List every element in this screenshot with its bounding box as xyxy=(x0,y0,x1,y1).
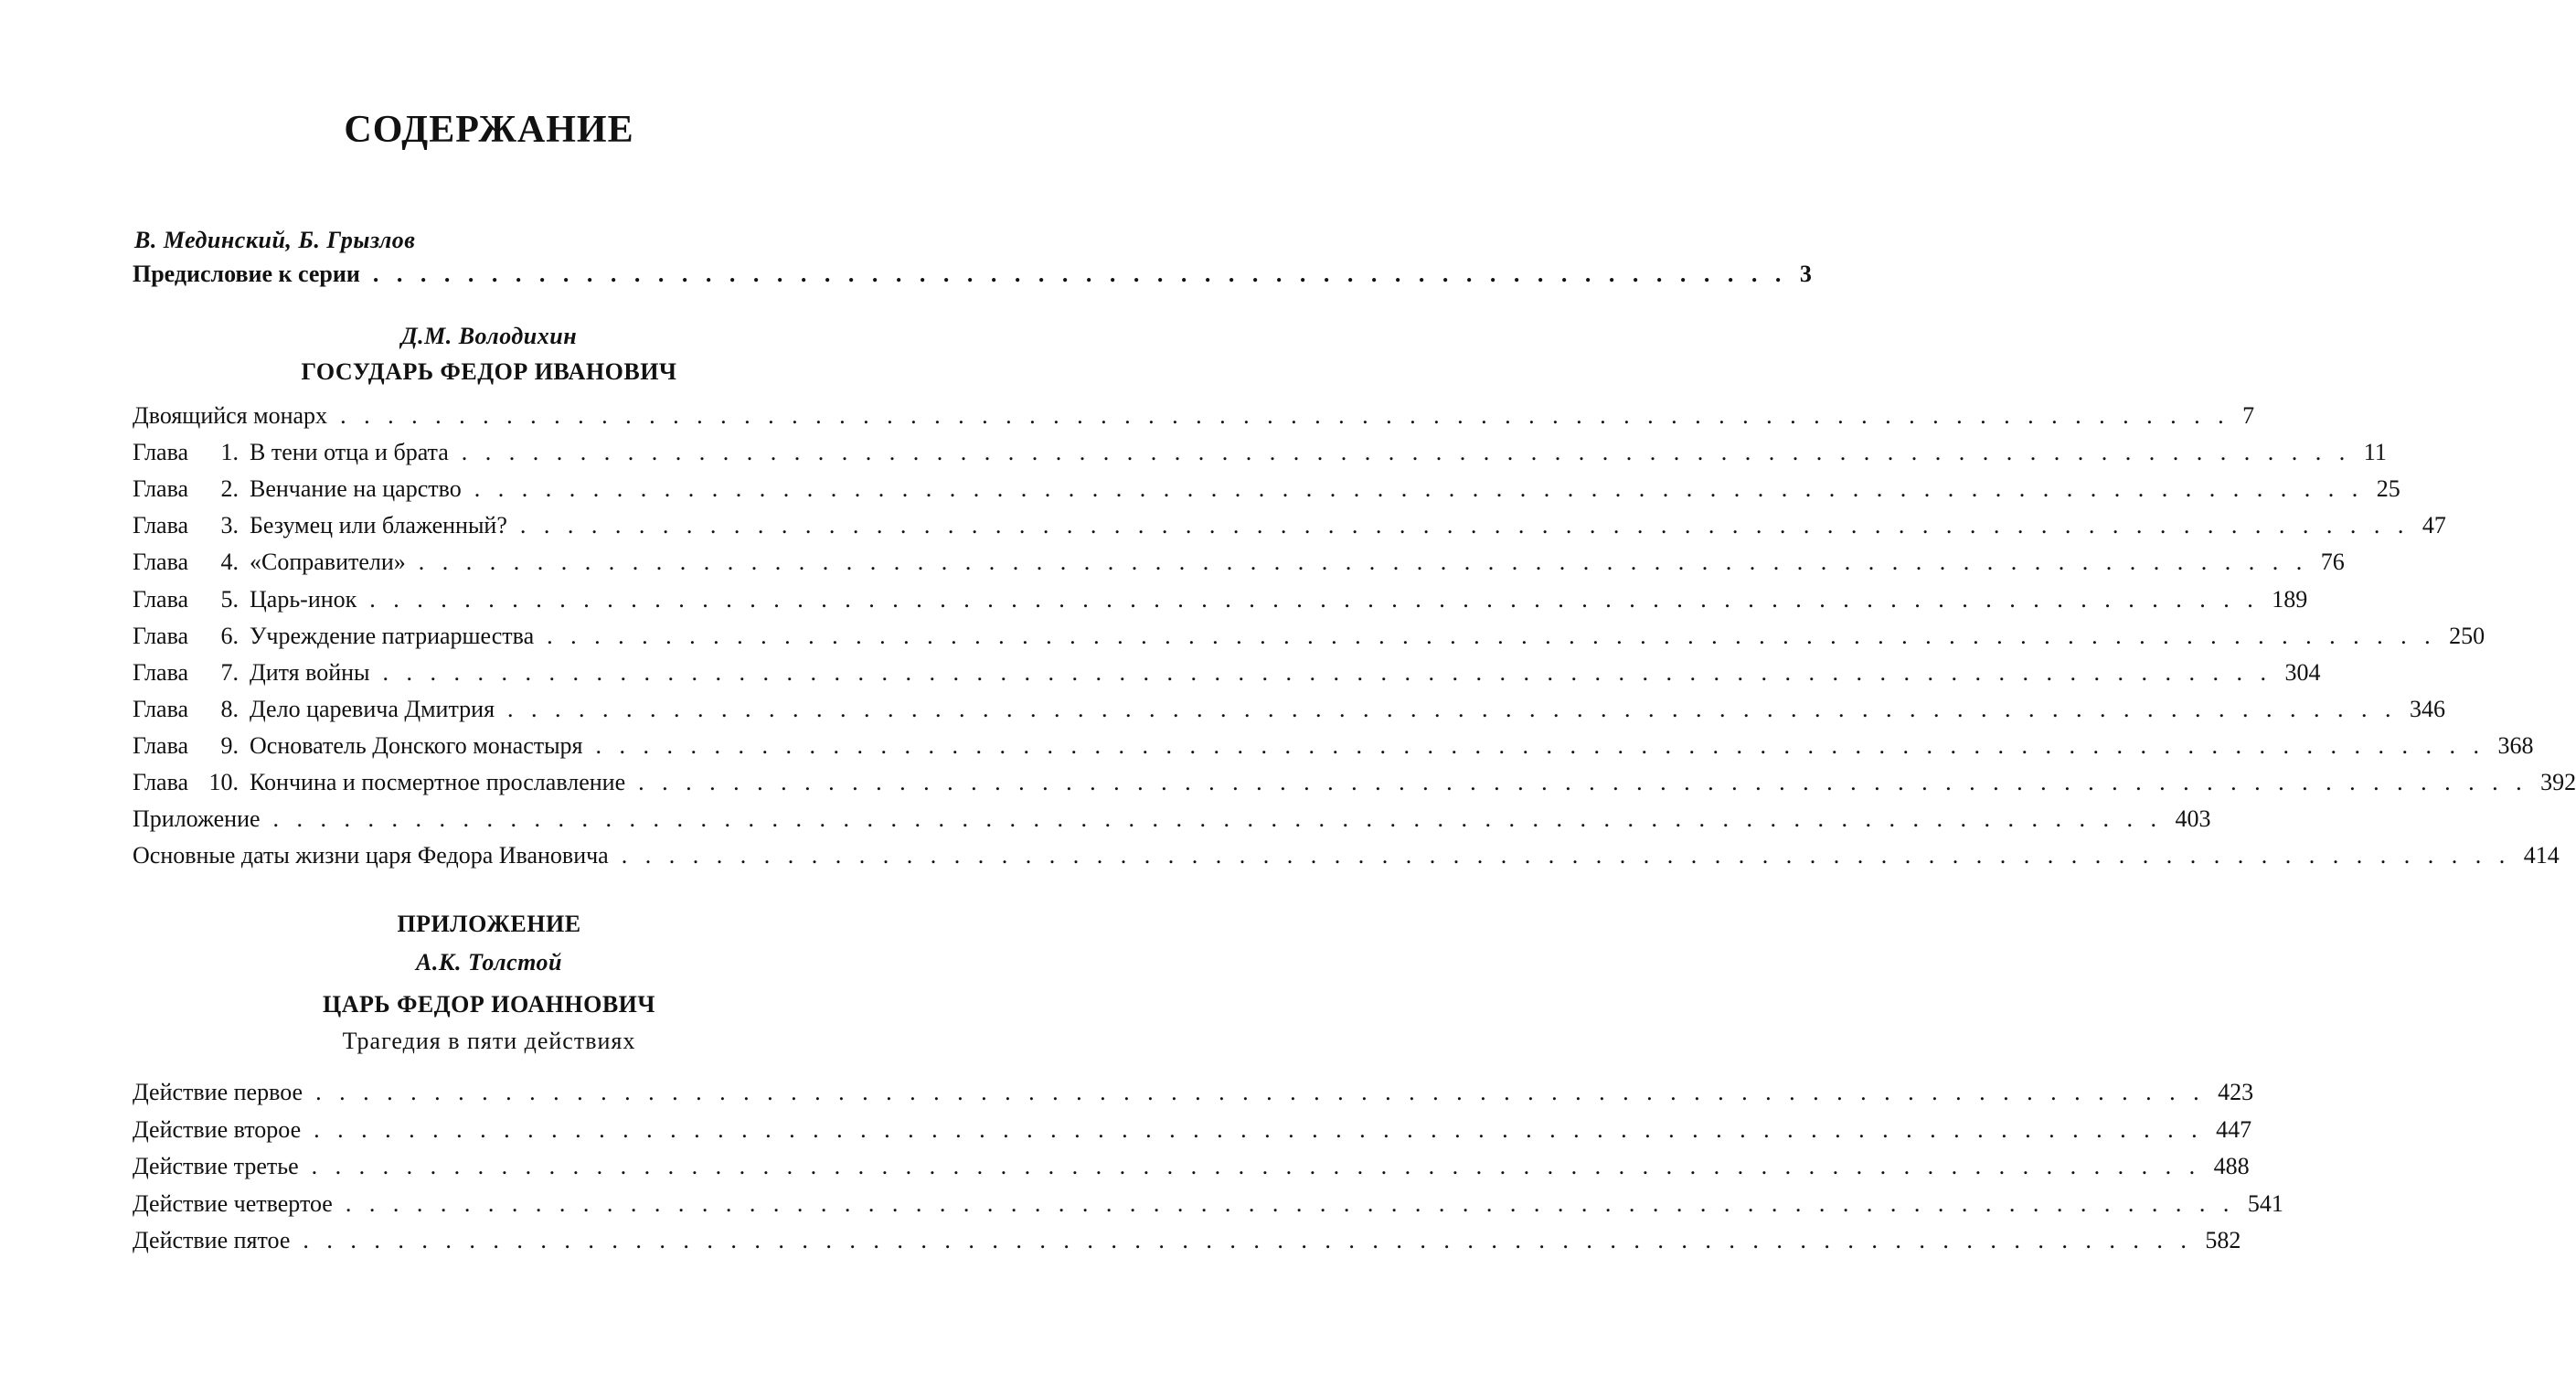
entry-page: 423 xyxy=(2218,1079,2254,1105)
entry-page: 11 xyxy=(2363,439,2387,466)
chapter-prefix: Глава xyxy=(133,549,189,576)
entry-label: Царь-инок xyxy=(250,585,357,613)
chapter-number: 4. xyxy=(220,549,239,576)
chapter-prefix: Глава xyxy=(133,475,189,503)
toc-entry[interactable] xyxy=(133,1225,2241,1256)
toc-entry[interactable] xyxy=(133,437,2387,468)
dot-leader: . . . . . . . . . . . . . . . . . . . . . . . . . . . . . . . . . . . . . . . . . . . . . . . . . . . . . . . . . . . . . . . . . . . . . . . . . . . . . . . . xyxy=(474,475,2364,503)
toc-entry[interactable] xyxy=(133,1077,2254,1108)
toc-entry[interactable] xyxy=(133,730,2534,762)
toc-entry[interactable] xyxy=(133,804,2211,835)
chapter-prefix: Глава xyxy=(133,695,189,722)
chapter-prefix: Глава xyxy=(133,658,189,686)
dot-leader: . . . . . . . . . . . . . . . . . . . . . . . . . . . . . . . . . . . . . . . . . . . . . . . . . . . . . . . . . . . . . . . . . . . . . . . . . . . . . . . . xyxy=(311,1153,2201,1179)
entry-page: 76 xyxy=(2320,549,2345,576)
entry-page: 47 xyxy=(2422,512,2446,539)
chapter-number: 8. xyxy=(220,695,239,722)
entry-label: В тени отца и брата xyxy=(250,439,449,466)
toc-entry[interactable] xyxy=(133,474,2400,505)
dot-leader: . . . . . . . . . . . . . . . . . . . . . . . . . . . . . . . . . . . . . . . . . . . . . . . . . . . . . . . . . . . . . . . . . . . . . . . . . . . . . . . . xyxy=(369,585,2260,613)
chapter-prefix: Глава xyxy=(133,622,189,649)
entry-page: 368 xyxy=(2497,731,2534,759)
dot-leader: . . . . . . . . . . . . . . . . . . . . . . . . . . . . . . . . . . . . . . . . . . . . . . . . . . . . . . . . . . . . . . . . . . . . . . . . . . . . . . . . xyxy=(345,1189,2235,1217)
entry-label: Действие четвертое xyxy=(133,1189,333,1217)
chapter-number: 9. xyxy=(220,731,239,759)
entry-page: 3 xyxy=(1799,261,1812,287)
entry-label: Венчание на царство xyxy=(250,475,462,503)
preface-author: В. Мединский, Б. Грызлов xyxy=(134,227,416,253)
toc-entry[interactable] xyxy=(133,1114,2252,1146)
dot-leader: . . . . . . . . . . . . . . . . . . . . . . . . . . . . . . . . . . . . . . . . . . . . . . . . . . . . . . . . . . . . . . . . . . . . . . . . . . . . . . . . xyxy=(595,731,2486,759)
dot-leader: . . . . . . . . . . . . . . . . . . . . . . . . . . . . . . . . . . . . . . . . . . . . . . . . . . . . . . . . . . . . . . . . . . . . . . . . . . . . . . . . xyxy=(340,402,2230,429)
toc-entry[interactable] xyxy=(133,510,2446,541)
entry-label: Действие пятое xyxy=(133,1227,291,1253)
entry-label: Учреждение патриаршества xyxy=(250,622,535,649)
entry-page: 25 xyxy=(2376,475,2400,503)
entry-page: 403 xyxy=(2175,805,2211,833)
dot-leader: . . . . . . . . . . . . . . . . . . . . . . . . . . . . . . . . . . . . . . . . . . . . . . . . . . . . . . . . . . . . . . . . . . . . . . . . . . . . . . . . xyxy=(519,512,2410,539)
entry-label: Кончина и посмертное прославление xyxy=(250,769,626,795)
toc-entry[interactable] xyxy=(133,1189,2283,1220)
entry-page: 488 xyxy=(2213,1153,2250,1179)
chapter-prefix: Глава xyxy=(133,512,189,539)
entry-label: Дитя войны xyxy=(250,658,370,686)
entry-page: 582 xyxy=(2205,1227,2241,1253)
chapter-prefix: Глава xyxy=(133,439,189,466)
entry-page: 392 xyxy=(2540,769,2576,795)
dot-leader: . . . . . . . . . . . . . . . . . . . . . . . . . . . . . . . . . . . . . . . . . . . . . . . . . . . . . . . . . . . . . . . . . . . . . . . . . . . . . . . . xyxy=(621,842,2511,869)
entry-page: 304 xyxy=(2284,658,2321,686)
entry-label: Основные даты жизни царя Федора Ивановича xyxy=(133,842,609,869)
part2-author: А.К. Толстой xyxy=(416,949,562,976)
entry-label: «Соправители» xyxy=(250,549,406,576)
part1-heading: ГОСУДАРЬ ФЕДОР ИВАНОВИЧ xyxy=(301,358,677,385)
chapter-prefix: Глава xyxy=(133,769,189,795)
chapter-prefix: Глава xyxy=(133,585,189,613)
dot-leader: . . . . . . . . . . . . . . . . . . . . . . . . . . . . . . . . . . . . . . . . . . . . . . . . . . . . . . . . . . . . . . . . . . . . . . . . . . . . . . . . xyxy=(638,769,2528,795)
toc-entry[interactable] xyxy=(133,1151,2250,1182)
part2-subtitle: Трагедия в пяти действиях xyxy=(342,1028,636,1054)
toc-entry[interactable] xyxy=(133,657,2321,688)
entry-label: Безумец или блаженный? xyxy=(250,512,507,539)
dot-leader: . . . . . . . . . . . . . . . . . . . . . . . . . . . . . . . . . . . . . . . . . . . . . . . . . . . . . . . . . . . . . . . . . . . . . . . . . . . . . . . . xyxy=(382,658,2273,686)
entry-page: 189 xyxy=(2272,585,2308,613)
part2-heading: ЦАРЬ ФЕДОР ИОАННОВИЧ xyxy=(323,991,655,1018)
chapter-number: 5. xyxy=(220,585,239,613)
dot-leader: . . . . . . . . . . . . . . . . . . . . . . . . . . . . . . . . . . . . . . . . . . . . . . . . . . . . . . . . . . . . . . . . . . . . . . . . . . . . . . . . xyxy=(272,805,2163,833)
chapter-number: 2. xyxy=(220,475,239,503)
toc-entry[interactable] xyxy=(133,584,2308,615)
entry-page: 447 xyxy=(2216,1115,2252,1143)
dot-leader: . . . . . . . . . . . . . . . . . . . . . . . . . . . . . . . . . . . . . . . . . . . . . . . . . . . . . . . . . . . . . . . . . . . . . . . . . . . . . . . . xyxy=(315,1079,2206,1105)
part1-author: Д.М. Володихин xyxy=(400,323,578,349)
dot-leader: . . . . . . . . . . . . . . . . . . . . . . . . . . . . . . . . . . . . . . . . . . . . . . . . . . . . . . . . . . . . xyxy=(372,261,1787,287)
entry-label: Действие первое xyxy=(133,1079,303,1105)
chapter-number: 6. xyxy=(220,622,239,649)
toc-entry[interactable] xyxy=(133,767,2576,798)
part2-section: ПРИЛОЖЕНИЕ xyxy=(397,911,581,937)
entry-page: 541 xyxy=(2247,1189,2283,1217)
toc-entry[interactable] xyxy=(133,547,2345,578)
entry-label: Двоящийся монарх xyxy=(133,402,328,429)
entry-page: 250 xyxy=(2449,622,2486,649)
entry-page: 414 xyxy=(2523,842,2560,869)
dot-leader: . . . . . . . . . . . . . . . . . . . . . . . . . . . . . . . . . . . . . . . . . . . . . . . . . . . . . . . . . . . . . . . . . . . . . . . . . . . . . . . . xyxy=(507,695,2398,722)
dot-leader: . . . . . . . . . . . . . . . . . . . . . . . . . . . . . . . . . . . . . . . . . . . . . . . . . . . . . . . . . . . . . . . . . . . . . . . . . . . . . . . . xyxy=(303,1227,2193,1253)
chapter-number: 3. xyxy=(220,512,239,539)
entry-label: Дело царевича Дмитрия xyxy=(250,695,495,722)
dot-leader: . . . . . . . . . . . . . . . . . . . . . . . . . . . . . . . . . . . . . . . . . . . . . . . . . . . . . . . . . . . . . . . . . . . . . . . . . . . . . . . . xyxy=(418,549,2308,576)
toc-entry[interactable] xyxy=(133,694,2446,725)
entry-label: Предисловие к серии xyxy=(133,261,360,287)
chapter-number: 7. xyxy=(220,658,239,686)
chapter-number: 10. xyxy=(208,769,239,795)
entry-page: 346 xyxy=(2410,695,2446,722)
dot-leader: . . . . . . . . . . . . . . . . . . . . . . . . . . . . . . . . . . . . . . . . . . . . . . . . . . . . . . . . . . . . . . . . . . . . . . . . . . . . . . . . xyxy=(461,439,2351,466)
chapter-prefix: Глава xyxy=(133,731,189,759)
toc-entry[interactable] xyxy=(133,621,2486,652)
page-title: СОДЕРЖАНИЕ xyxy=(344,109,634,151)
dot-leader: . . . . . . . . . . . . . . . . . . . . . . . . . . . . . . . . . . . . . . . . . . . . . . . . . . . . . . . . . . . . . . . . . . . . . . . . . . . . . . . . xyxy=(547,622,2437,649)
entry-label: Приложение xyxy=(133,805,261,833)
chapter-number: 1. xyxy=(220,439,239,466)
toc-entry-preface[interactable] xyxy=(133,259,1812,290)
entry-label: Действие третье xyxy=(133,1153,299,1179)
toc-entry[interactable] xyxy=(133,840,2560,871)
entry-label: Основатель Донского монастыря xyxy=(250,731,583,759)
entry-label: Действие второе xyxy=(133,1115,302,1143)
toc-entry[interactable] xyxy=(133,400,2255,432)
entry-page: 7 xyxy=(2242,402,2255,429)
dot-leader: . . . . . . . . . . . . . . . . . . . . . . . . . . . . . . . . . . . . . . . . . . . . . . . . . . . . . . . . . . . . . . . . . . . . . . . . . . . . . . . . xyxy=(314,1115,2204,1143)
